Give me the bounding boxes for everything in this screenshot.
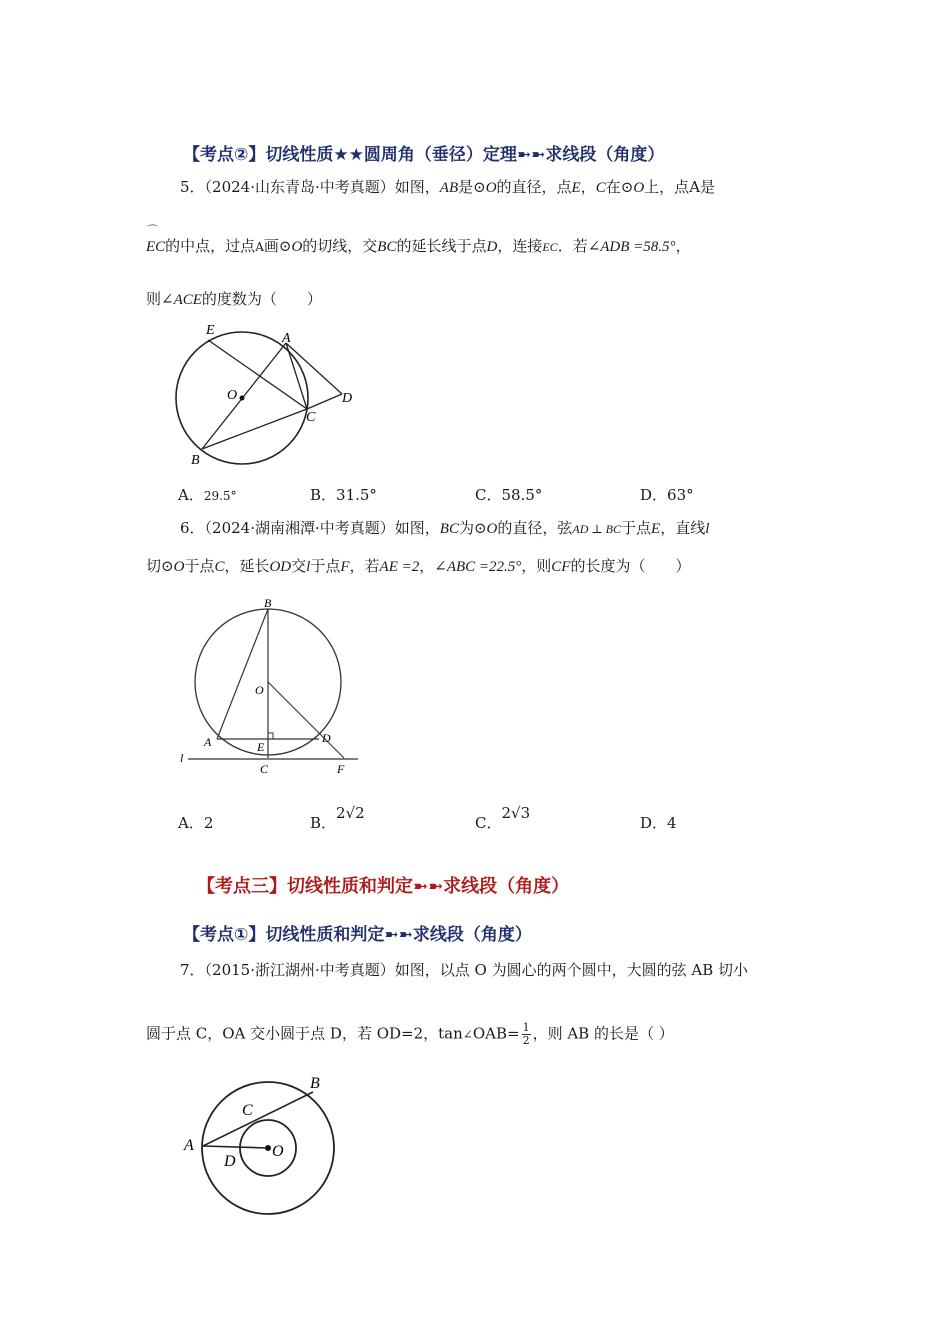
math-f: F bbox=[340, 559, 350, 575]
question-source: （2024·湖南湘潭·中考真题） bbox=[204, 519, 395, 537]
text: ，则 bbox=[521, 557, 552, 575]
text: 圆于点 C，OA 交小圆于点 D，若 OD=2，tan bbox=[146, 1024, 463, 1043]
option-letter: B． bbox=[310, 814, 337, 832]
text: 的切线，交 bbox=[302, 237, 378, 255]
text: ，若 bbox=[349, 557, 380, 575]
math-bc: BC bbox=[439, 521, 459, 537]
math-o: O bbox=[173, 559, 185, 575]
fraction bbox=[522, 1022, 531, 1047]
text: 的中点，过点 bbox=[165, 237, 256, 255]
math-l: l bbox=[306, 559, 311, 575]
math-circle-o: ⊙O bbox=[473, 180, 497, 196]
question-source: （2024·山东青岛·中考真题） bbox=[204, 178, 395, 196]
math-c: C bbox=[214, 559, 225, 575]
math-a: A bbox=[689, 178, 701, 196]
math-o: O bbox=[486, 521, 498, 537]
label-a: A bbox=[282, 331, 291, 346]
text: 于点 bbox=[310, 557, 341, 575]
option-value: 2√3 bbox=[501, 804, 531, 822]
label-e: E bbox=[206, 323, 215, 338]
question-6-line-1 bbox=[180, 518, 709, 539]
text: ，直线 bbox=[660, 519, 706, 537]
option-value: 2 bbox=[203, 814, 214, 832]
text: ，连接 bbox=[497, 237, 543, 255]
question-5-line-1 bbox=[180, 177, 715, 198]
label-e: E bbox=[257, 740, 265, 754]
option-value: 2√2 bbox=[336, 804, 365, 822]
figure-q6 bbox=[176, 596, 366, 778]
label-d: D bbox=[224, 1153, 236, 1170]
option-letter: D． bbox=[640, 486, 668, 504]
text: 在 bbox=[605, 178, 621, 196]
label-f: F bbox=[337, 762, 345, 776]
options-q5 bbox=[0, 484, 950, 504]
text: 的延长线于点 bbox=[396, 237, 487, 255]
text: 于点 bbox=[184, 557, 215, 575]
question-7-line-2 bbox=[146, 1022, 674, 1047]
text: 是 bbox=[458, 178, 474, 196]
option-c[interactable] bbox=[475, 484, 542, 505]
text: ．若 bbox=[557, 237, 588, 255]
option-d[interactable] bbox=[640, 812, 677, 833]
option-a[interactable] bbox=[178, 812, 213, 833]
text: 的直径，弦 bbox=[497, 519, 573, 537]
section-heading: 【考点①】切线性质和判定➼➼求线段（角度） bbox=[183, 925, 532, 945]
text: 如图，以点 O 为圆心的两个圆中，大圆的弦 AB 切小 bbox=[394, 961, 748, 979]
option-value: 4 bbox=[667, 814, 677, 832]
label-o: O bbox=[227, 388, 238, 403]
math-d: D bbox=[486, 239, 498, 255]
arc-symbol: ⌒ bbox=[147, 224, 158, 237]
option-value: 31.5° bbox=[336, 486, 377, 504]
text: ，延长 bbox=[224, 557, 270, 575]
text: 切⊙ bbox=[146, 557, 174, 575]
text: OAB= bbox=[472, 1024, 520, 1043]
label-c: C bbox=[306, 410, 316, 425]
label-d: D bbox=[342, 391, 353, 406]
text: 为⊙ bbox=[458, 519, 487, 537]
question-source: （2015·浙江湖州·中考真题） bbox=[204, 961, 395, 979]
label-b: B bbox=[191, 453, 200, 468]
text: ，则 AB 的长是（ ） bbox=[532, 1024, 674, 1043]
math-cf: CF bbox=[551, 559, 571, 575]
option-letter: C． bbox=[475, 486, 502, 504]
math-ae: AE =2 bbox=[379, 559, 420, 575]
math-angle-abc: ∠ABC =22.5° bbox=[434, 559, 522, 575]
math-od: OD bbox=[269, 559, 292, 575]
label-c: C bbox=[242, 1102, 253, 1119]
text: 则 bbox=[146, 290, 162, 308]
question-number: 6． bbox=[180, 519, 205, 537]
figure-q7 bbox=[180, 1070, 350, 1226]
math-a: A bbox=[255, 240, 264, 254]
option-letter: D． bbox=[640, 814, 668, 832]
option-d[interactable] bbox=[640, 484, 694, 505]
math-angle-adb: ∠ADB =58.5° bbox=[587, 239, 676, 255]
label-o: O bbox=[255, 683, 264, 697]
text: 上，点 bbox=[644, 178, 690, 196]
text: 的度数为（ ） bbox=[201, 290, 322, 308]
label-b: B bbox=[310, 1075, 320, 1092]
math-angle-ace: ∠ACE bbox=[161, 292, 202, 308]
angle-symbol: ∠ bbox=[462, 1027, 473, 1042]
text: 如图， bbox=[394, 519, 440, 537]
option-c[interactable] bbox=[475, 804, 531, 833]
options-q6 bbox=[0, 804, 950, 834]
text: 是 bbox=[700, 178, 716, 196]
fraction-denominator: 2 bbox=[522, 1034, 530, 1047]
math-ec: EC bbox=[542, 240, 558, 254]
label-b: B bbox=[264, 596, 272, 610]
text: 如图， bbox=[394, 178, 440, 196]
text: 交 bbox=[291, 557, 307, 575]
question-5-line-2 bbox=[146, 236, 691, 257]
math-circle-o: ⊙O bbox=[278, 239, 303, 255]
option-letter: C． bbox=[475, 814, 502, 832]
option-value: 58.5° bbox=[501, 486, 543, 504]
text: ， bbox=[675, 237, 691, 255]
math-c: C bbox=[595, 180, 606, 196]
math-l: l bbox=[705, 521, 710, 537]
text: ， bbox=[419, 557, 435, 575]
label-l: l bbox=[180, 751, 184, 765]
text: 于点 bbox=[621, 519, 652, 537]
question-5-line-3 bbox=[146, 289, 322, 310]
label-o: O bbox=[272, 1143, 284, 1160]
text: ， bbox=[580, 178, 596, 196]
figure-q5 bbox=[168, 318, 368, 470]
math-ad-perp-bc: AD ⊥ BC bbox=[572, 522, 622, 536]
label-d: D bbox=[322, 731, 331, 745]
option-letter: A． bbox=[178, 486, 204, 504]
math-e: E bbox=[651, 521, 661, 537]
label-c: C bbox=[260, 762, 269, 776]
section-heading: 【考点三】切线性质和判定➼➼求线段（角度） bbox=[197, 876, 570, 897]
option-value: 63° bbox=[667, 486, 694, 504]
label-a: A bbox=[184, 1137, 194, 1154]
text: 的直径，点 bbox=[496, 178, 572, 196]
text: 的长度为（ ） bbox=[570, 557, 691, 575]
section-heading: 【考点②】切线性质★★圆周角（垂径）定理➼➼求线段（角度） bbox=[183, 145, 665, 165]
option-value: 29.5° bbox=[203, 489, 237, 503]
question-6-line-2 bbox=[146, 556, 690, 577]
option-b[interactable] bbox=[310, 804, 365, 833]
math-bc: BC bbox=[377, 239, 397, 255]
text: 画 bbox=[263, 237, 279, 255]
math-e: E bbox=[571, 180, 581, 196]
question-number: 5． bbox=[180, 178, 205, 196]
math-ec: EC bbox=[146, 239, 166, 255]
option-letter: B． bbox=[310, 486, 337, 504]
question-7-line-1 bbox=[180, 960, 748, 980]
math-circle-o: ⊙O bbox=[620, 180, 645, 196]
option-a[interactable] bbox=[178, 484, 237, 505]
question-number: 7． bbox=[180, 961, 205, 979]
option-b[interactable] bbox=[310, 484, 377, 505]
math-ab: AB bbox=[439, 180, 459, 196]
option-letter: A． bbox=[178, 814, 204, 832]
fraction-numerator: 1 bbox=[522, 1021, 530, 1034]
label-a: A bbox=[204, 735, 212, 749]
